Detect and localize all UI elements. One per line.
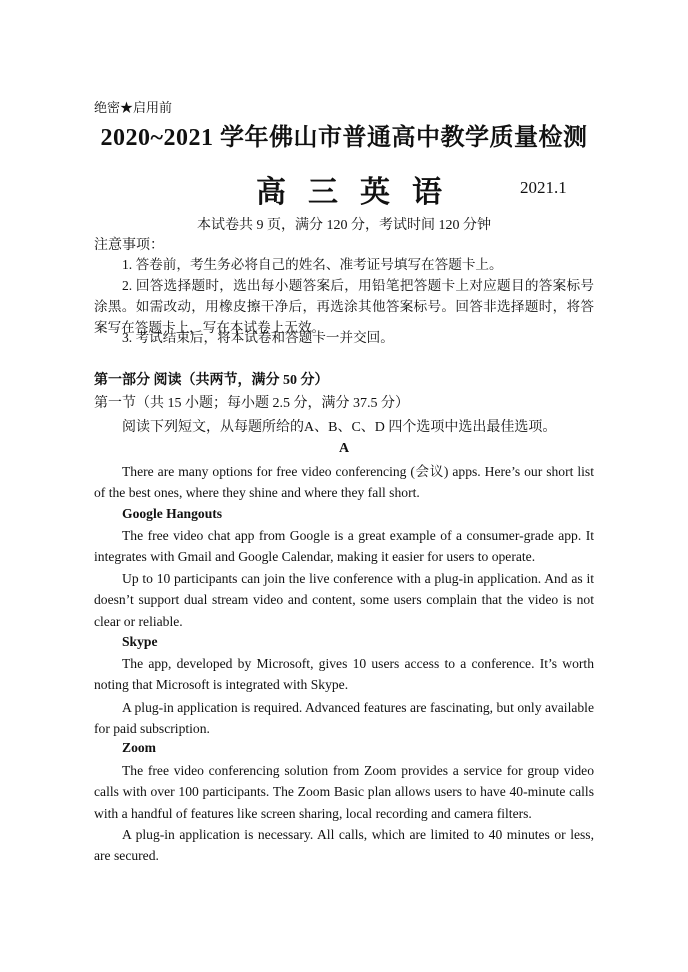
section-title: 第一节（共 15 小题；每小题 2.5 分，满分 37.5 分） <box>94 396 409 411</box>
passage-label: A <box>338 441 350 456</box>
section-heading-skype: Skype <box>122 634 158 649</box>
notes-heading: 注意事项： <box>94 238 164 253</box>
exam-title: 2020~2021 学年佛山市普通高中教学质量检测 <box>100 125 588 151</box>
note-item: 3. 考试结束后，将本试卷和答题卡一并交回。 <box>122 330 394 345</box>
passage-paragraph: A plug-in application is necessary. All calls, which are limited to 40 minutes or less, are secured. <box>94 827 594 864</box>
passage-paragraph: The app, developed by Microsoft, gives 10 users access to a conference. It’s worth noting that Microsoft is integrated with Skype. <box>94 656 594 693</box>
exam-info: 本试卷共 9 页，满分 120 分，考试时间 120 分钟 <box>197 218 491 233</box>
passage-paragraph: A plug-in application is required. Advanced features are fascinating, but only available for paid subscription. <box>94 700 594 737</box>
part-title: 第一部分 阅读（共两节，满分 50 分） <box>94 373 329 388</box>
confidential-mark: 绝密★启用前 <box>94 100 173 115</box>
note-item: 2. 回答选择题时，选出每小题答案后，用铅笔把答题卡上对应题目的答案标号涂黑。如需改动，用橡皮擦干净后，再选涂其他答案标号。回答非选择题时，将答案写在答题卡上，写在本试卷上无效。 <box>94 278 594 335</box>
passage-paragraph: The free video chat app from Google is a great example of a consumer-grade app. It integrates with Gmail and Google Calendar, making it easier for users to operate. <box>94 528 594 565</box>
exam-date: 2021.1 <box>520 178 567 197</box>
subject-title: 高三英语 <box>256 176 464 209</box>
passage-paragraph: Up to 10 participants can join the live conference with a plug-in application. And as it doesn’t support dual stream video and content, some users complain that the video is not clear or reliable. <box>94 571 594 629</box>
note-item: 1. 答卷前，考生务必将自己的姓名、准考证号填写在答题卡上。 <box>122 257 503 272</box>
passage-intro: There are many options for free video conferencing (会议) apps. Here’s our short list of the best ones, where they shine and where they fall short. <box>94 464 594 501</box>
section-heading-zoom: Zoom <box>122 740 156 755</box>
instruction: 阅读下列短文，从每题所给的A、B、C、D 四个选项中选出最佳选项。 <box>122 420 557 435</box>
passage-paragraph: The free video conferencing solution from Zoom provides a service for group video calls with over 100 participants. The Zoom Basic plan allows users to have 40-minute calls with a handful of features like screen sharing, local recording and camera filters. <box>94 763 594 821</box>
section-heading-google: Google Hangouts <box>122 506 223 521</box>
